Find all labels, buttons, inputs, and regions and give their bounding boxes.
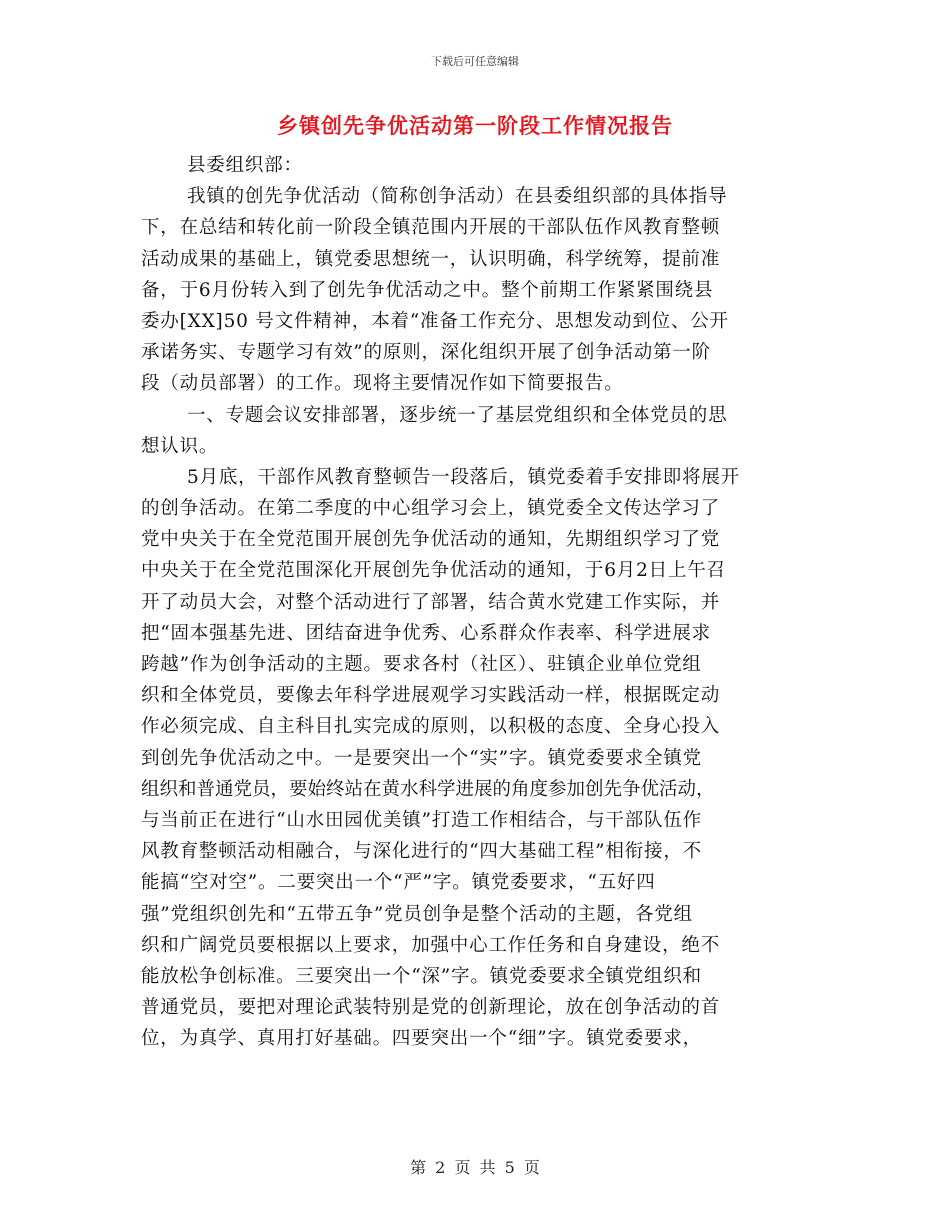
body-line: 强”党组织创先和“五带五争”党员创争是整个活动的主题，各党组 bbox=[141, 903, 693, 925]
body-line: 风教育整顿活动相融合，与深化进行的“四大基础工程”相衔接，不 bbox=[141, 841, 702, 863]
body-line: 把“固本强基先进、团结奋进争优秀、心系群众作表率、科学进展求 bbox=[141, 622, 711, 644]
document-title: 乡镇创先争优活动第一阶段工作情况报告 bbox=[277, 113, 673, 138]
body-line: 备，于6月份转入到了创先争优活动之中。整个前期工作紧紧围绕县 bbox=[141, 279, 714, 301]
body-line: 县委组织部： bbox=[187, 155, 303, 176]
page-footer: 第 2 页 共 5 页 bbox=[410, 1158, 540, 1177]
body-line: 普通党员，要把对理论武装特别是党的创新理论，放在创争活动的首 bbox=[141, 997, 721, 1019]
document-body bbox=[141, 150, 821, 1054]
body-line: 承诺务实、专题学习有效”的原则，深化组织开展了创争活动第一阶 bbox=[141, 342, 711, 364]
body-line: 下，在总结和转化前一阶段全镇范围内开展的干部队伍作风教育整顿 bbox=[141, 217, 721, 239]
body-line: 与当前正在进行“山水田园优美镇”打造工作相结合，与干部队伍作 bbox=[141, 809, 702, 831]
body-line: 开了动员大会，对整个活动进行了部署，结合黄水党建工作实际，并 bbox=[141, 591, 721, 613]
body-line: 织和全体党员，要像去年科学进展观学习实践活动一样，根据既定动 bbox=[141, 685, 721, 707]
body-line: 5月底，干部作风教育整顿告一段落后，镇党委着手安排即将展开 bbox=[187, 466, 740, 488]
body-line: 到创先争优活动之中。一是要突出一个“实”字。镇党委要求全镇党 bbox=[141, 747, 702, 769]
body-line: 织和广阔党员要根据以上要求，加强中心工作任务和自身建设，绝不 bbox=[141, 934, 721, 956]
body-line: 组织和普通党员，要始终站在黄水科学进展的角度参加创先争优活动， bbox=[141, 778, 715, 800]
body-line: 我镇的创先争优活动（简称创争活动）在县委组织部的具体指导 bbox=[187, 186, 728, 208]
body-line: 段（动员部署）的工作。现将主要情况作如下简要报告。 bbox=[141, 373, 624, 395]
body-line: 活动成果的基础上，镇党委思想统一，认识明确，科学统筹，提前准 bbox=[141, 248, 721, 270]
body-line: 委办[XX]50 号文件精神，本着“准备工作充分、思想发动到位、公开 bbox=[141, 310, 729, 332]
body-line: 党中央关于在全党范围开展创先争优活动的通知，先期组织学习了党 bbox=[141, 529, 721, 551]
body-line: 一、专题会议安排部署，逐步统一了基层党组织和全体党员的思 bbox=[187, 404, 728, 426]
body-line: 跨越”作为创争活动的主题。要求各村（社区）、驻镇企业单位党组 bbox=[141, 654, 702, 675]
body-line: 想认识。 bbox=[141, 435, 219, 457]
header-note: 下载后可任意编辑 bbox=[431, 55, 519, 68]
body-line: 作必须完成、自主科目扎实完成的原则，以积极的态度、全身心投入 bbox=[141, 716, 721, 738]
body-line: 的创争活动。在第二季度的中心组学习会上，镇党委全文传达学习了 bbox=[141, 498, 721, 520]
body-line: 位，为真学、真用打好基础。四要突出一个“细”字。镇党委要求， bbox=[141, 1028, 702, 1050]
body-line: 能放松争创标准。三要突出一个“深”字。镇党委要求全镇党组织和 bbox=[141, 965, 702, 987]
body-line: 中央关于在全党范围深化开展创先争优活动的通知，于6月2日上午召 bbox=[141, 560, 726, 582]
body-line: 能搞“空对空”。二要突出一个“严”字。镇党委要求，“五好四 bbox=[141, 872, 656, 894]
